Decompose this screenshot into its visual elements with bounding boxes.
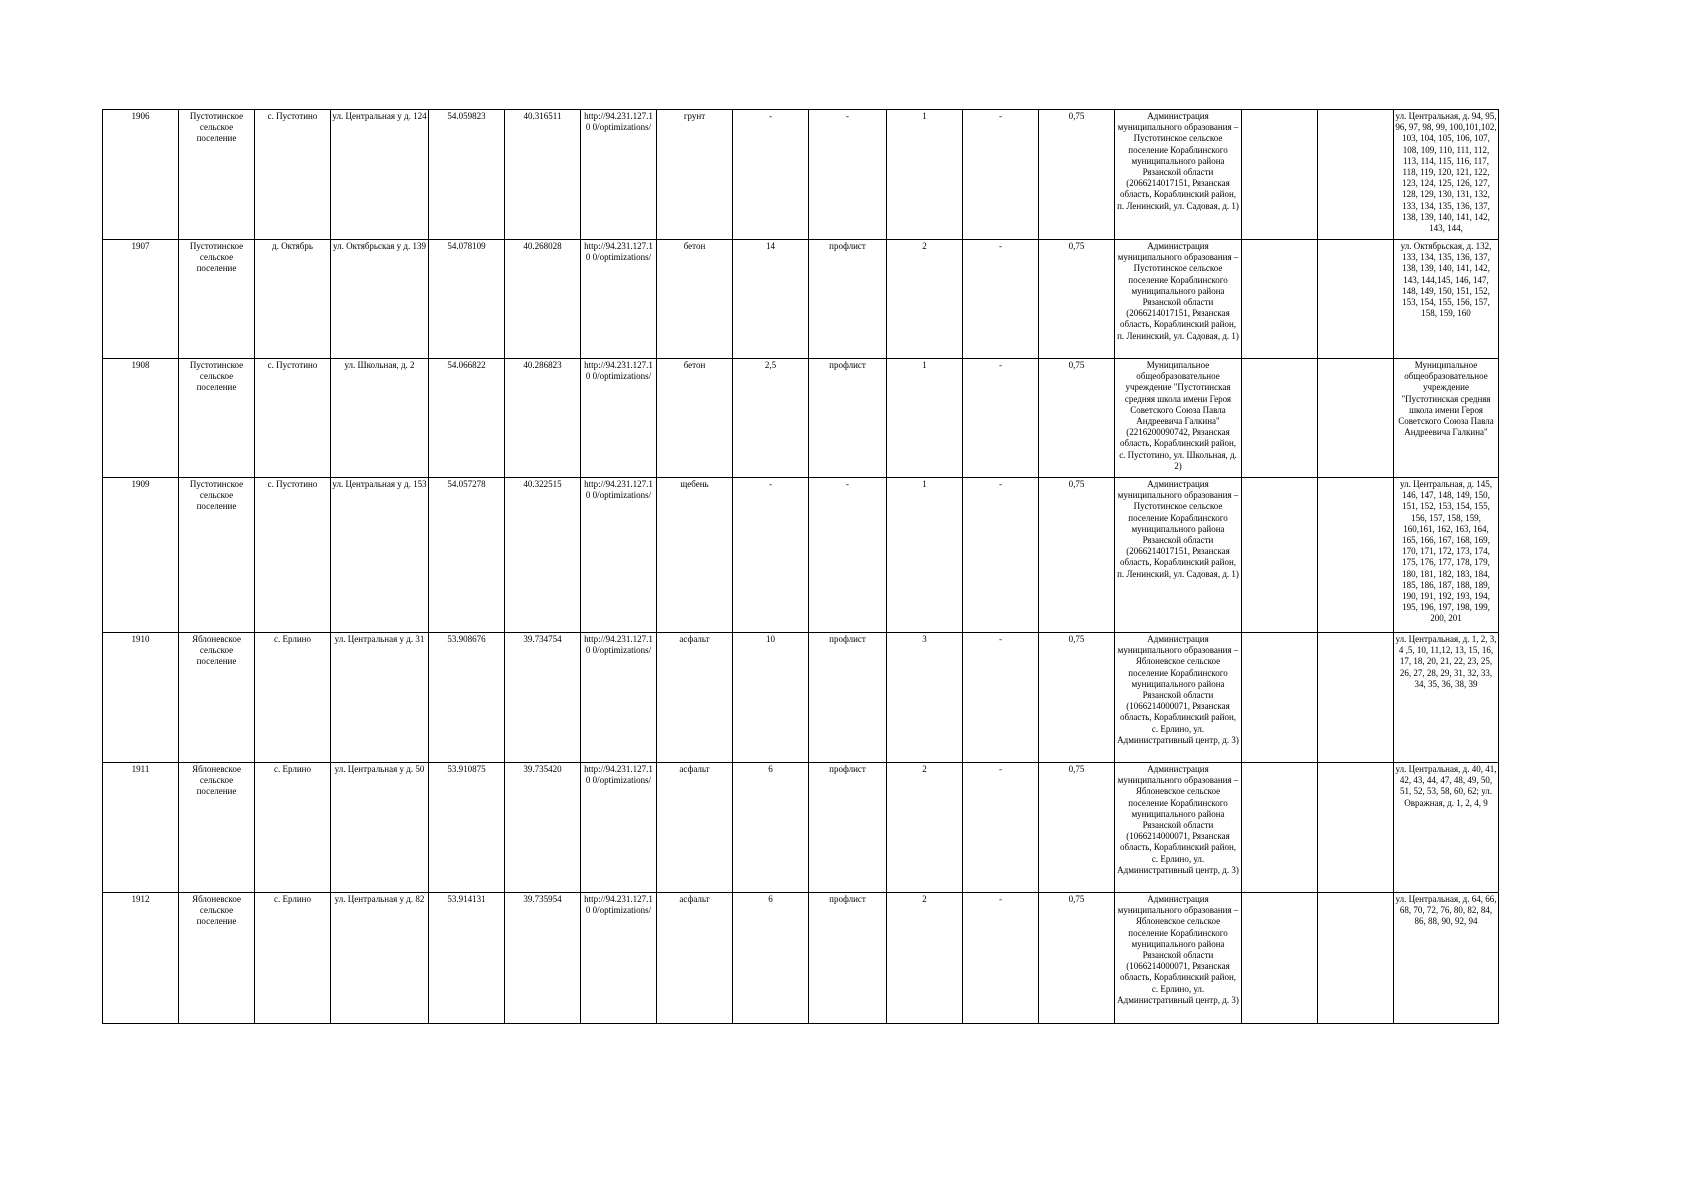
map-link-cell: http://94.231.127.10 0/optimizations/ [581, 240, 657, 359]
locality-cell: с. Пустотино [255, 478, 331, 633]
container-count-cell: 2 [887, 240, 963, 359]
table-row [103, 478, 1499, 633]
locality-cell: с. Пустотино [255, 359, 331, 478]
longitude-cell: 39.734754 [505, 633, 581, 763]
site-number-cell: 1912 [103, 893, 179, 1024]
area-cell: - [733, 110, 809, 240]
container-count-cell: 1 [887, 478, 963, 633]
container-volume-cell: 0,75 [1039, 763, 1115, 893]
table-row [103, 893, 1499, 1024]
settlement-cell: Яблоневское сельское поселение [179, 893, 255, 1024]
table-row [103, 763, 1499, 893]
map-link-cell: http://94.231.127.10 0/optimizations/ [581, 359, 657, 478]
served-addresses-cell: ул. Октябрьская, д. 132, 133, 134, 135, 136, 137, 138, 139, 140, 141, 142, 143, 144,145, 146, 147, 148, 149, 150, 151, 152, 153, 154, 155, 156, 157, 158, 159, 160 [1394, 240, 1499, 359]
planned-containers-cell: - [963, 110, 1039, 240]
longitude-cell: 40.316511 [505, 110, 581, 240]
surface-cell: асфальт [657, 633, 733, 763]
owner-cell: Администрация муниципального образования – Яблоневское сельское поселение Кораблинского муниципального района Рязанской области (1066214000071, Рязанская область, Кораблинский район, с. Ерлино, ул. Административный центр, д. 3) [1115, 893, 1242, 1024]
planned-containers-cell: - [963, 359, 1039, 478]
fence-material-cell: профлист [809, 893, 887, 1024]
empty-cell [1318, 110, 1394, 240]
settlement-cell: Яблоневское сельское поселение [179, 763, 255, 893]
container-volume-cell: 0,75 [1039, 110, 1115, 240]
area-cell: - [733, 478, 809, 633]
locality-cell: с. Пустотино [255, 110, 331, 240]
longitude-cell: 39.735954 [505, 893, 581, 1024]
map-link-cell: http://94.231.127.10 0/optimizations/ [581, 893, 657, 1024]
area-cell: 6 [733, 893, 809, 1024]
planned-containers-cell: - [963, 240, 1039, 359]
owner-cell: Муниципальное общеобразовательное учреждение "Пустотинская средняя школа имени Героя Советского Союза Павла Андреевича Галкина" (2216200090742, Рязанская область, Кораблинский район, с. Пустотино, ул. Школьная, д. 2) [1115, 359, 1242, 478]
empty-cell [1242, 478, 1318, 633]
fence-material-cell: - [809, 478, 887, 633]
latitude-cell: 53.908676 [429, 633, 505, 763]
container-count-cell: 1 [887, 110, 963, 240]
surface-cell: бетон [657, 240, 733, 359]
latitude-cell: 53.914131 [429, 893, 505, 1024]
container-volume-cell: 0,75 [1039, 478, 1115, 633]
site-number-cell: 1906 [103, 110, 179, 240]
settlement-cell: Пустотинское сельское поселение [179, 240, 255, 359]
served-addresses-cell: ул. Центральная, д. 64, 66, 68, 70, 72, 76, 80, 82, 84, 86, 88, 90, 92, 94 [1394, 893, 1499, 1024]
empty-cell [1318, 633, 1394, 763]
empty-cell [1242, 110, 1318, 240]
owner-cell: Администрация муниципального образования – Пустотинское сельское поселение Кораблинского муниципального района Рязанской области (2066214017151, Рязанская область, Кораблинский район, п. Ленинский, ул. Садовая, д. 1) [1115, 110, 1242, 240]
longitude-cell: 39.735420 [505, 763, 581, 893]
longitude-cell: 40.286823 [505, 359, 581, 478]
container-count-cell: 2 [887, 763, 963, 893]
area-cell: 6 [733, 763, 809, 893]
empty-cell [1318, 240, 1394, 359]
table-row [103, 110, 1499, 240]
table-row [103, 240, 1499, 359]
surface-cell: асфальт [657, 763, 733, 893]
address-cell: ул. Центральная у д. 50 [331, 763, 429, 893]
empty-cell [1318, 893, 1394, 1024]
empty-cell [1318, 763, 1394, 893]
latitude-cell: 54.057278 [429, 478, 505, 633]
settlement-cell: Пустотинское сельское поселение [179, 359, 255, 478]
owner-cell: Администрация муниципального образования – Яблоневское сельское поселение Кораблинского муниципального района Рязанской области (1066214000071, Рязанская область, Кораблинский район, с. Ерлино, ул. Административный центр, д. 3) [1115, 763, 1242, 893]
table-body [103, 110, 1499, 1024]
served-addresses-cell: ул. Центральная, д. 94, 95, 96, 97, 98, 99, 100,101,102, 103, 104, 105, 106, 107, 108, 109, 110, 111, 112, 113, 114, 115, 116, 117, 118, 119, 120, 121, 122, 123, 124, 125, 126, 127, 128, 129, 130, 131, 132, 133, 134, 135, 136, 137, 138, 139, 140, 141, 142, 143, 144, [1394, 110, 1499, 240]
area-cell: 10 [733, 633, 809, 763]
empty-cell [1318, 359, 1394, 478]
site-number-cell: 1908 [103, 359, 179, 478]
served-addresses-cell: ул. Центральная, д. 145, 146, 147, 148, 149, 150, 151, 152, 153, 154, 155, 156, 157, 158, 159, 160,161, 162, 163, 164, 165, 166, 167, 168, 169, 170, 171, 172, 173, 174, 175, 176, 177, 178, 179, 180, 181, 182, 183, 184, 185, 186, 187, 188, 189, 190, 191, 192, 193, 194, 195, 196, 197, 198, 199, 200, 201 [1394, 478, 1499, 633]
planned-containers-cell: - [963, 633, 1039, 763]
fence-material-cell: профлист [809, 763, 887, 893]
map-link-cell: http://94.231.127.10 0/optimizations/ [581, 763, 657, 893]
surface-cell: щебень [657, 478, 733, 633]
site-number-cell: 1907 [103, 240, 179, 359]
container-count-cell: 1 [887, 359, 963, 478]
settlement-cell: Пустотинское сельское поселение [179, 478, 255, 633]
owner-cell: Администрация муниципального образования – Яблоневское сельское поселение Кораблинского муниципального района Рязанской области (1066214000071, Рязанская область, Кораблинский район, с. Ерлино, ул. Административный центр, д. 3) [1115, 633, 1242, 763]
empty-cell [1242, 893, 1318, 1024]
locality-cell: с. Ерлино [255, 633, 331, 763]
fence-material-cell: профлист [809, 240, 887, 359]
address-cell: ул. Октябрьская у д. 139 [331, 240, 429, 359]
served-addresses-cell: ул. Центральная, д. 1, 2, 3, 4 ,5, 10, 11,12, 13, 15, 16, 17, 18, 20, 21, 22, 23, 25, 26, 27, 28, 29, 31, 32, 33, 34, 35, 36, 38, 39 [1394, 633, 1499, 763]
map-link-cell: http://94.231.127.10 0/optimizations/ [581, 633, 657, 763]
site-number-cell: 1911 [103, 763, 179, 893]
container-volume-cell: 0,75 [1039, 633, 1115, 763]
owner-cell: Администрация муниципального образования – Пустотинское сельское поселение Кораблинского муниципального района Рязанской области (2066214017151, Рязанская область, Кораблинский район, п. Ленинский, ул. Садовая, д. 1) [1115, 240, 1242, 359]
served-addresses-cell: ул. Центральная, д. 40, 41, 42, 43, 44, 47, 48, 49, 50, 51, 52, 53, 58, 60, 62; ул. Овражная, д. 1, 2, 4, 9 [1394, 763, 1499, 893]
latitude-cell: 54.066822 [429, 359, 505, 478]
area-cell: 14 [733, 240, 809, 359]
empty-cell [1242, 240, 1318, 359]
map-link-cell: http://94.231.127.10 0/optimizations/ [581, 478, 657, 633]
surface-cell: бетон [657, 359, 733, 478]
address-cell: ул. Школьная, д. 2 [331, 359, 429, 478]
area-cell: 2,5 [733, 359, 809, 478]
address-cell: ул. Центральная у д. 82 [331, 893, 429, 1024]
planned-containers-cell: - [963, 478, 1039, 633]
empty-cell [1242, 763, 1318, 893]
settlement-cell: Яблоневское сельское поселение [179, 633, 255, 763]
table-row [103, 359, 1499, 478]
locality-cell: с. Ерлино [255, 763, 331, 893]
container-count-cell: 2 [887, 893, 963, 1024]
address-cell: ул. Центральная у д. 124 [331, 110, 429, 240]
latitude-cell: 54.078109 [429, 240, 505, 359]
container-volume-cell: 0,75 [1039, 359, 1115, 478]
container-count-cell: 3 [887, 633, 963, 763]
fence-material-cell: - [809, 110, 887, 240]
container-volume-cell: 0,75 [1039, 893, 1115, 1024]
latitude-cell: 54.059823 [429, 110, 505, 240]
served-addresses-cell: Муниципальное общеобразовательное учреждение "Пустотинская средняя школа имени Героя Советского Союза Павла Андреевича Галкина" [1394, 359, 1499, 478]
address-cell: ул. Центральная у д. 31 [331, 633, 429, 763]
waste-sites-table [102, 109, 1499, 1024]
settlement-cell: Пустотинское сельское поселение [179, 110, 255, 240]
empty-cell [1242, 359, 1318, 478]
fence-material-cell: профлист [809, 633, 887, 763]
longitude-cell: 40.322515 [505, 478, 581, 633]
planned-containers-cell: - [963, 893, 1039, 1024]
planned-containers-cell: - [963, 763, 1039, 893]
site-number-cell: 1909 [103, 478, 179, 633]
surface-cell: асфальт [657, 893, 733, 1024]
map-link-cell: http://94.231.127.10 0/optimizations/ [581, 110, 657, 240]
container-volume-cell: 0,75 [1039, 240, 1115, 359]
empty-cell [1318, 478, 1394, 633]
surface-cell: грунт [657, 110, 733, 240]
empty-cell [1242, 633, 1318, 763]
fence-material-cell: профлист [809, 359, 887, 478]
owner-cell: Администрация муниципального образования – Пустотинское сельское поселение Кораблинского муниципального района Рязанской области (2066214017151, Рязанская область, Кораблинский район, п. Ленинский, ул. Садовая, д. 1) [1115, 478, 1242, 633]
address-cell: ул. Центральная у д. 153 [331, 478, 429, 633]
latitude-cell: 53.910875 [429, 763, 505, 893]
longitude-cell: 40.268028 [505, 240, 581, 359]
locality-cell: д. Октябрь [255, 240, 331, 359]
table-row [103, 633, 1499, 763]
site-number-cell: 1910 [103, 633, 179, 763]
locality-cell: с. Ерлино [255, 893, 331, 1024]
